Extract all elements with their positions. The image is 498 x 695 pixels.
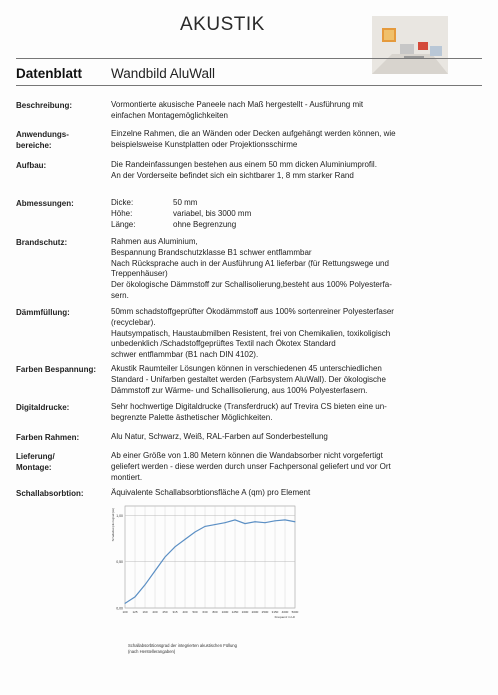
data-point bbox=[145, 584, 146, 585]
room-photo bbox=[372, 16, 448, 74]
product-name: Wandbild AluWall bbox=[111, 66, 216, 81]
text-daemmfuellung: 50mm schadstoffgeprüfter Ökodämmstoff aus 100% sortenreiner Polyesterfaser (recyclebar). Hautsympatisch, Haustaubmilben Resistent, frei von Chemikalien, toxikoligisch unbedenklich /Schadstoffgeprüftes Textil nach Ökotex Standard schwer entflammbar (B1 nach DIN 4102). bbox=[111, 307, 394, 360]
label-aufbau: Aufbau: bbox=[16, 161, 47, 170]
data-point bbox=[195, 531, 196, 532]
data-point bbox=[235, 519, 236, 520]
x-tick-label: 1000 bbox=[221, 610, 229, 614]
y-axis-label: Schallabsorptionsgrad (αs) bbox=[111, 508, 115, 542]
dimension-row: Länge: ohne Begrenzung bbox=[111, 219, 237, 229]
text-brandschutz: Rahmen aus Aluminium, Bespannung Brandschutzklasse B1 schwer entflammbar Nach Rücksprache auch in der Ausführung A1 lieferbar (für Rettungswege und Treppenhäuser) Der ökologische Dämmstoff zur Schallisolierung,besteht aus 100% Polyesterfa- sern. bbox=[111, 237, 392, 300]
data-point bbox=[285, 519, 286, 520]
x-tick-label: 1600 bbox=[241, 610, 249, 614]
label-lieferung-montage: Lieferung/ Montage: bbox=[16, 452, 55, 472]
data-point bbox=[275, 520, 276, 521]
data-point bbox=[205, 526, 206, 527]
label-farben-rahmen: Farben Rahmen: bbox=[16, 433, 80, 442]
x-tick-label: 1250 bbox=[231, 610, 239, 614]
label-farben-bespannung: Farben Bespannung: bbox=[16, 365, 97, 374]
x-tick-label: 500 bbox=[192, 610, 198, 614]
x-tick-label: 315 bbox=[172, 610, 178, 614]
chart-title: Äquivalente Schallabsorbtionsfläche A (qm) pro Element bbox=[111, 488, 311, 497]
x-tick-label: 2000 bbox=[251, 610, 259, 614]
data-point bbox=[125, 603, 126, 604]
x-tick-label: 4000 bbox=[281, 610, 289, 614]
x-axis-label: Frequenz in Hz bbox=[274, 615, 295, 619]
label-daemmfuellung: Dämmfüllung: bbox=[16, 308, 70, 317]
x-tick-label: 160 bbox=[142, 610, 148, 614]
dimension-row: Höhe: variabel, bis 3000 mm bbox=[111, 208, 252, 218]
data-point bbox=[185, 539, 186, 540]
text-lieferung-montage: Ab einer Größe von 1.80 Metern können die Wandabsorber nicht vorgefertigt geliefert werden - diese werden durch unser Fachpersonal geliefert und vor Ort montiert. bbox=[111, 451, 391, 482]
header-rule bbox=[16, 58, 482, 59]
y-tick-label: 0,00 bbox=[116, 606, 123, 611]
text-aufbau: Die Randeinfassungen bestehen aus einem 50 mm dicken Aluminiumprofil. An der Vorderseite befindet sich ein sichtbarer 1, 8 mm starker Rand bbox=[111, 160, 377, 180]
dimensions-table bbox=[111, 198, 471, 230]
chart-caption: Schallabsorbtionsgrad der integrierten akustischen Füllung (nach Herstellerangaben) bbox=[128, 643, 237, 654]
data-point bbox=[165, 557, 166, 558]
text-beschreibung: Vormontierte akusische Paneele nach Maß hergestellt - Ausführung mit einfachen Montagemöglichkeiten bbox=[111, 100, 364, 120]
label-abmessungen: Abmessungen: bbox=[16, 199, 74, 208]
text-farben-rahmen: Alu Natur, Schwarz, Weiß, RAL-Farben auf Sonderbestellung bbox=[111, 432, 328, 441]
text-anwendungsbereiche: Einzelne Rahmen, die an Wänden oder Decken aufgehängt werden können, wie beispielsweise Kunstplatten oder Projektionsschirme bbox=[111, 129, 396, 149]
data-point bbox=[295, 521, 296, 522]
label-digitaldrucke: Digitaldrucke: bbox=[16, 403, 70, 412]
data-point bbox=[215, 524, 216, 525]
label-beschreibung: Beschreibung: bbox=[16, 101, 73, 110]
x-tick-label: 125 bbox=[132, 610, 138, 614]
x-tick-label: 2500 bbox=[261, 610, 269, 614]
title-rule bbox=[16, 85, 482, 86]
data-point bbox=[155, 570, 156, 571]
page-title: AKUSTIK bbox=[180, 14, 265, 35]
label-schallabsorbtion: Schallabsorbtion: bbox=[16, 489, 84, 498]
data-point bbox=[175, 546, 176, 547]
data-point bbox=[265, 522, 266, 523]
data-point bbox=[135, 596, 136, 597]
x-tick-label: 250 bbox=[162, 610, 168, 614]
data-point bbox=[245, 523, 246, 524]
text-farben-bespannung: Akustik Raumteiler Lösungen können in verschiedenen 45 unterschiedlichen Standard - Unifarben gestaltet werden (Farbsystem AluWall). Der ökologische Dämmstoff zur Wärme- und Schallisolierung, aus 100% Polyesterfasern. bbox=[111, 364, 386, 395]
x-tick-label: 3150 bbox=[271, 610, 279, 614]
absorption-chart-svg bbox=[103, 500, 303, 630]
text-digitaldrucke: Sehr hochwertige Digitaldrucke (Transferdruck) auf Trevira CS bieten eine un- begrenzte Palette ästhetischer Möglichkeiten. bbox=[111, 402, 387, 422]
room-illustration bbox=[372, 16, 448, 74]
data-point bbox=[225, 522, 226, 523]
x-tick-label: 400 bbox=[182, 610, 188, 614]
y-tick-label: 1,00 bbox=[116, 513, 123, 518]
label-brandschutz: Brandschutz: bbox=[16, 238, 68, 247]
x-tick-label: 100 bbox=[122, 610, 128, 614]
absorption-chart bbox=[103, 500, 303, 630]
x-tick-label: 5000 bbox=[291, 610, 299, 614]
label-anwendungsbereiche: Anwendungs- bereiche: bbox=[16, 130, 69, 150]
x-tick-label: 800 bbox=[212, 610, 218, 614]
y-tick-label: 0,50 bbox=[116, 560, 123, 565]
x-tick-label: 630 bbox=[202, 610, 208, 614]
x-tick-label: 200 bbox=[152, 610, 158, 614]
datasheet-label: Datenblatt bbox=[16, 66, 83, 81]
data-point bbox=[255, 521, 256, 522]
dimension-row: Dicke: 50 mm bbox=[111, 198, 198, 207]
